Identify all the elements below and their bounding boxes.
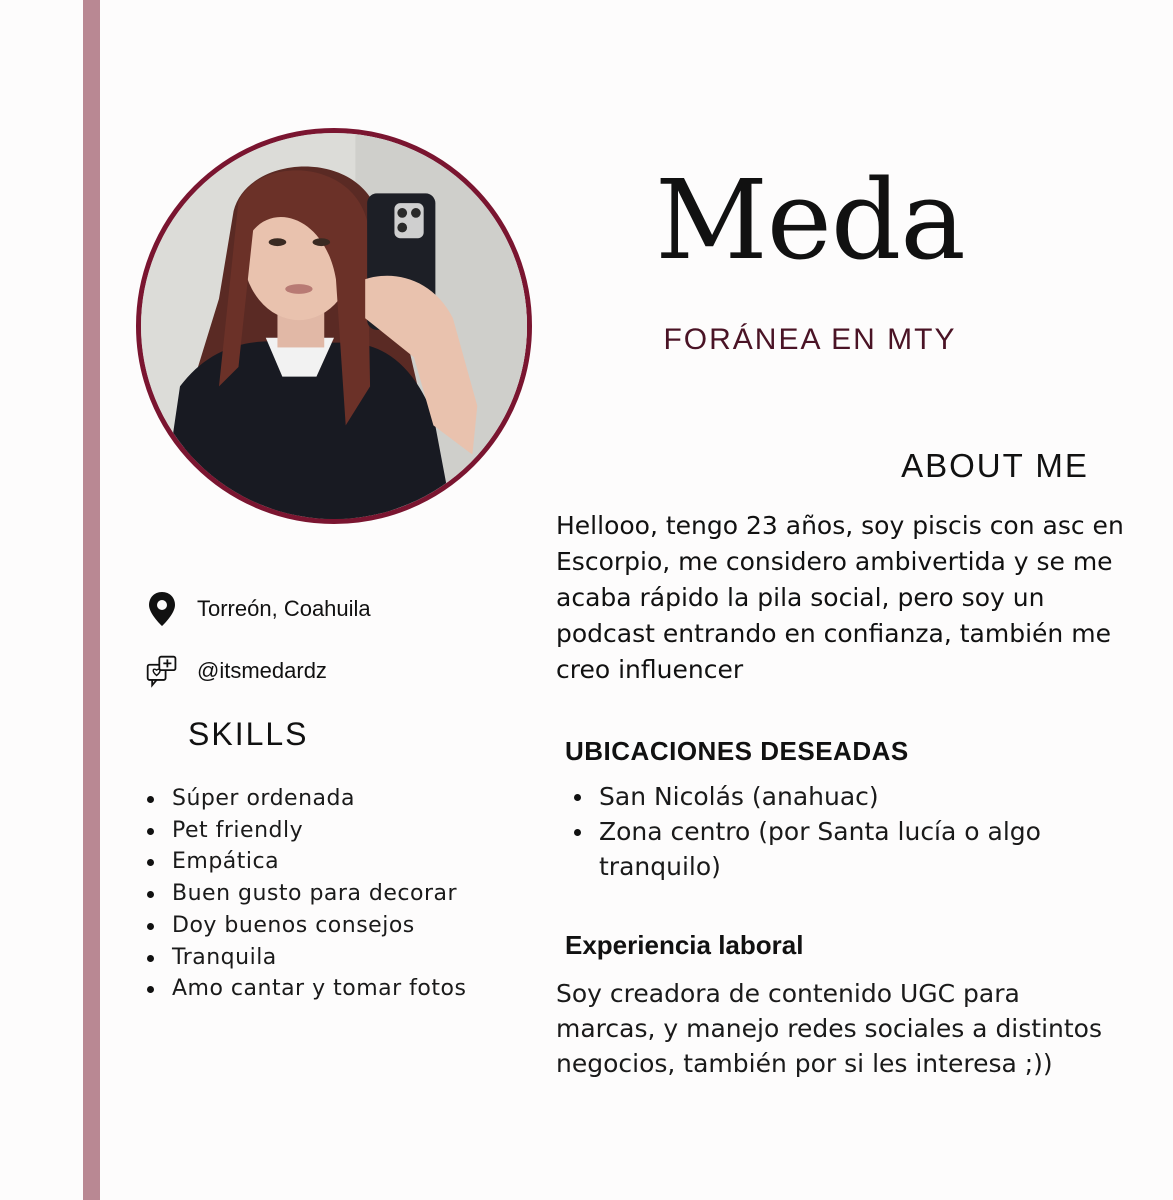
- social-handle: @itsmedardz: [197, 658, 327, 683]
- list-item: San Nicolás (anahuac): [570, 779, 1090, 814]
- list-item: Empática: [143, 846, 523, 878]
- social-row: [145, 652, 327, 690]
- profile-name: Meda: [655, 156, 965, 284]
- list-item: Pet friendly: [143, 815, 523, 847]
- location-row: [145, 590, 371, 628]
- list-item: Tranquila: [143, 942, 523, 974]
- list-item: Amo cantar y tomar fotos: [143, 973, 523, 1005]
- location-pin-icon: [145, 590, 179, 628]
- list-item: Doy buenos consejos: [143, 910, 523, 942]
- profile-photo: [136, 128, 532, 524]
- list-item: Buen gusto para decorar: [143, 878, 523, 910]
- about-text: Hellooo, tengo 23 años, soy piscis con asc en Escorpio, me considero ambivertida y se me acaba rápido la pila social, pero soy un podcast entrando en confianza, también me creo influencer: [556, 511, 1124, 684]
- profile-subtitle: FORÁNEA EN MTY: [663, 323, 957, 356]
- list-item: Súper ordenada: [143, 783, 523, 815]
- about-heading: ABOUT ME: [901, 447, 1089, 484]
- skills-heading: SKILLS: [188, 716, 309, 752]
- experiencia-text: Soy creadora de contenido UGC para marcas, y manejo redes sociales a distintos negocios, también por si les interesa ;)): [556, 979, 1102, 1078]
- skills-list: [143, 783, 523, 1005]
- experiencia-heading: Experiencia laboral: [565, 930, 804, 960]
- list-item: Zona centro (por Santa lucía o algo tranquilo): [570, 814, 1090, 884]
- ubicaciones-heading: UBICACIONES DESEADAS: [565, 736, 909, 766]
- profile-photo-illustration: [141, 133, 527, 519]
- accent-bar: [83, 0, 100, 1200]
- social-media-icon: [145, 652, 179, 690]
- location-text: Torreón, Coahuila: [197, 596, 371, 621]
- ubicaciones-list: [570, 779, 1090, 884]
